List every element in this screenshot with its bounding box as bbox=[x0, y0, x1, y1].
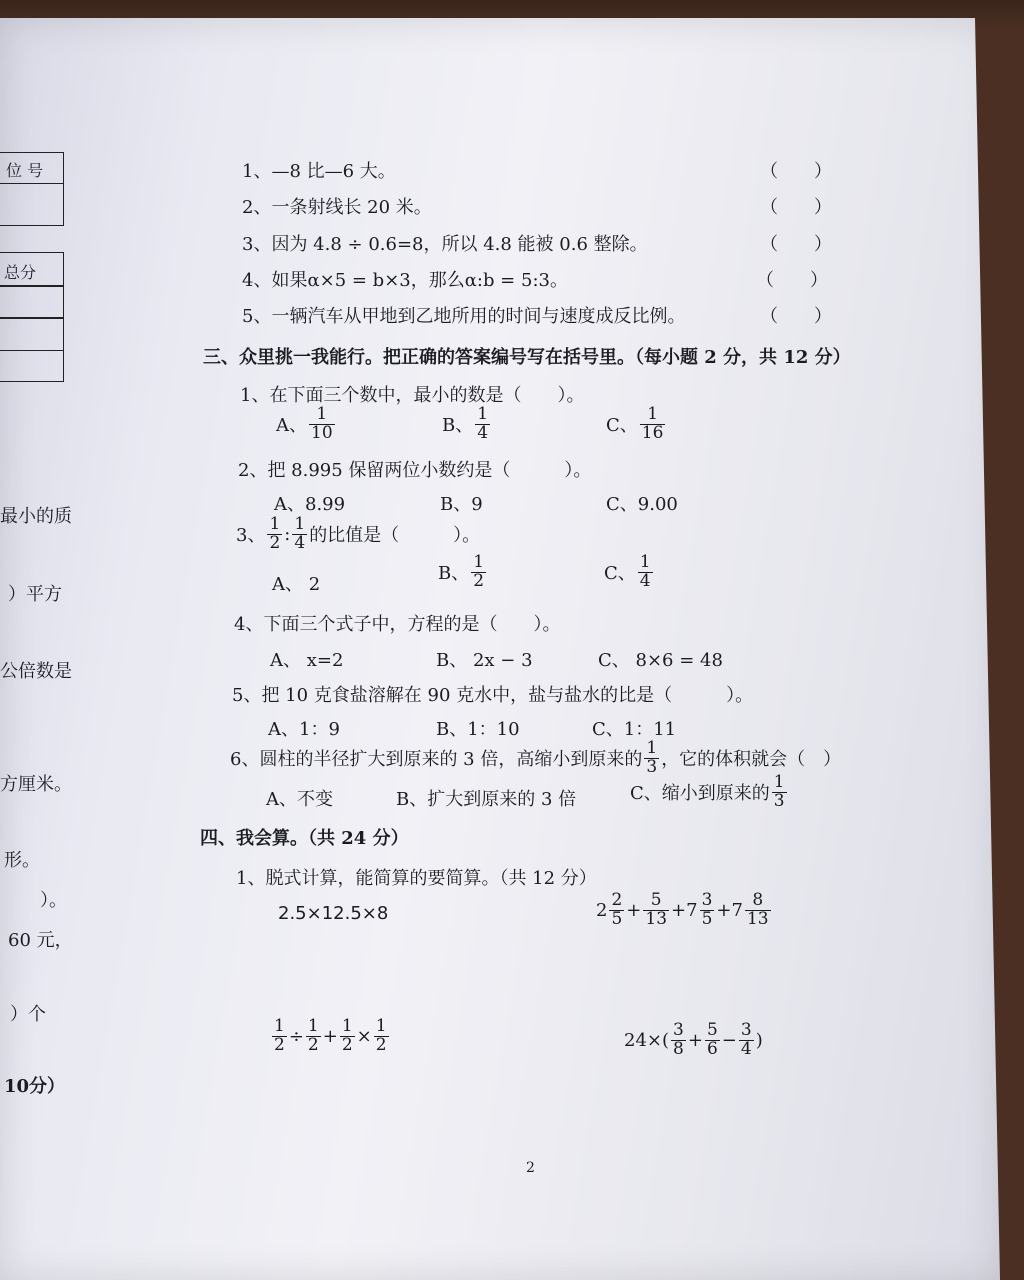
margin-fragment: 公倍数是 bbox=[0, 661, 72, 682]
answer-blank[interactable]: （ ） bbox=[756, 270, 828, 291]
answer-blank[interactable]: （ ） bbox=[760, 306, 832, 327]
q1-option-c[interactable]: C、 $\frac{1}{16}$ bbox=[606, 404, 664, 443]
fraction: $\frac{3}{4}$ bbox=[740, 1020, 752, 1059]
fraction: $\frac{8}{13}$ bbox=[746, 890, 769, 929]
q5-option-a[interactable]: A、1：9 bbox=[268, 719, 340, 740]
calc-expression-4: 24×( $\frac{3}{8}$ + $\frac{5}{6}$ − $\frac{3}{4}$ ) bbox=[624, 1020, 763, 1059]
fraction: $\frac{1}{4}$ bbox=[294, 514, 306, 553]
fraction: $\frac{3}{5}$ bbox=[701, 890, 713, 929]
answer-blank[interactable]: （ ） bbox=[760, 197, 832, 218]
fraction: $\frac{1}{3}$ bbox=[646, 738, 658, 777]
q6-option-b[interactable]: B、扩大到原来的 3 倍 bbox=[396, 789, 577, 810]
sub-question-1: 1、脱式计算，能简算的要简算。（共 12 分） bbox=[236, 868, 597, 889]
answer-blank[interactable]: （ ） bbox=[760, 234, 832, 255]
q6-option-c[interactable]: C、缩小到原来的 $\frac{1}{3}$ bbox=[630, 772, 785, 811]
fraction: $\frac{1}{2}$ bbox=[307, 1016, 319, 1055]
q1-option-b[interactable]: B、 $\frac{1}{4}$ bbox=[442, 404, 489, 443]
calc-expression-2: 2 $\frac{2}{5}$ + $\frac{5}{13}$ +7 $\frac{3}{5}$ +7 $\frac{8}{13}$ bbox=[596, 890, 769, 929]
section-4-title: 四、我会算。（共 24 分） bbox=[200, 828, 409, 849]
q4-option-a[interactable]: A、 x=2 bbox=[270, 650, 344, 671]
answer-blank[interactable]: （ ） bbox=[760, 161, 832, 182]
judge-item-1: 1、—8 比—6 大。 bbox=[242, 161, 396, 182]
fraction: $\frac{1}{10}$ bbox=[311, 404, 333, 443]
question-1-stem: 1、在下面三个数中，最小的数是（ ）。 bbox=[240, 385, 585, 406]
margin-fragment: 60 元， bbox=[8, 930, 73, 951]
q2-option-b[interactable]: B、9 bbox=[440, 494, 483, 515]
margin-fragment: ）平方 bbox=[8, 584, 62, 605]
q5-option-b[interactable]: B、1：10 bbox=[436, 719, 520, 740]
page-number: 2 bbox=[526, 1160, 535, 1176]
margin-fragment: ）。 bbox=[40, 890, 67, 911]
question-4-stem: 4、下面三个式子中，方程的是（ ）。 bbox=[234, 614, 561, 635]
fraction: $\frac{1}{2}$ bbox=[473, 552, 485, 591]
fraction: $\frac{3}{8}$ bbox=[673, 1020, 684, 1059]
fraction: $\frac{1}{2}$ bbox=[375, 1016, 387, 1055]
fraction: $\frac{5}{13}$ bbox=[645, 890, 668, 929]
judge-item-5: 5、一辆汽车从甲地到乙地所用的时间与速度成反比例。 bbox=[242, 306, 686, 327]
judge-item-3: 3、因为 4.8 ÷ 0.6=8，所以 4.8 能被 0.6 整除。 bbox=[242, 234, 648, 255]
q3-option-a[interactable]: A、 2 bbox=[272, 574, 321, 595]
question-3-stem: 3、 $\frac{1}{2}$ : $\frac{1}{4}$ 的比值是（ ）。 bbox=[236, 514, 481, 553]
fraction: $\frac{1}{3}$ bbox=[773, 772, 785, 811]
judge-item-2: 2、一条射线长 20 米。 bbox=[242, 197, 432, 218]
fraction: $\frac{1}{2}$ bbox=[274, 1016, 285, 1055]
question-5-stem: 5、把 10 克食盐溶解在 90 克水中，盐与盐水的比是（ ）。 bbox=[232, 685, 754, 706]
calc-expression-3: $\frac{1}{2}$ ÷ $\frac{1}{2}$ + $\frac{1}{2}$ × $\frac{1}{2}$ bbox=[274, 1016, 387, 1055]
seat-number-label: 位 号 bbox=[6, 161, 44, 180]
margin-fragment: ）个 bbox=[10, 1004, 46, 1025]
judge-item-4: 4、如果α×5 = b×3，那么α:b = 5:3。 bbox=[242, 270, 568, 291]
margin-fragment: 方厘米。 bbox=[0, 774, 72, 795]
q6-option-a[interactable]: A、不变 bbox=[266, 789, 333, 810]
fraction: $\frac{5}{6}$ bbox=[706, 1020, 718, 1059]
question-6-stem: 6、圆柱的半径扩大到原来的 3 倍，高缩小到原来的 $\frac{1}{3}$ ，它的体积就会（ ） bbox=[230, 738, 842, 777]
margin-fragment: 最小的质 bbox=[0, 506, 72, 527]
fraction: $\frac{1}{2}$ bbox=[341, 1016, 353, 1055]
q3-option-c[interactable]: C、 $\frac{1}{4}$ bbox=[604, 552, 651, 591]
q2-option-a[interactable]: A、8.99 bbox=[274, 494, 346, 515]
section-3-title: 三、众里挑一我能行。把正确的答案编号写在括号里。（每小题 2 分，共 12 分） bbox=[203, 347, 851, 368]
q5-option-c[interactable]: C、1：11 bbox=[592, 719, 677, 740]
q1-option-a[interactable]: A、 $\frac{1}{10}$ bbox=[276, 404, 333, 443]
margin-fragment: 形。 bbox=[4, 850, 40, 871]
fraction: $\frac{1}{4}$ bbox=[639, 552, 651, 591]
total-score-row-3 bbox=[0, 317, 64, 351]
fraction: $\frac{1}{2}$ bbox=[269, 514, 281, 553]
total-score-label: 总分 bbox=[4, 263, 37, 282]
fraction: $\frac{1}{4}$ bbox=[477, 404, 489, 443]
q4-option-b[interactable]: B、 2x − 3 bbox=[436, 650, 533, 671]
q4-option-c[interactable]: C、 8×6 = 48 bbox=[598, 650, 723, 671]
fraction: $\frac{2}{5}$ bbox=[611, 890, 623, 929]
q2-option-c[interactable]: C、9.00 bbox=[606, 494, 678, 515]
calc-expression-1: 2.5×12.5×8 bbox=[278, 903, 389, 924]
margin-fragment: 10分） bbox=[4, 1076, 66, 1097]
q3-option-b[interactable]: B、 $\frac{1}{2}$ bbox=[438, 552, 485, 591]
total-score-row-2 bbox=[0, 285, 64, 319]
question-2-stem: 2、把 8.995 保留两位小数约是（ ）。 bbox=[238, 460, 592, 481]
fraction: $\frac{1}{16}$ bbox=[641, 404, 664, 443]
